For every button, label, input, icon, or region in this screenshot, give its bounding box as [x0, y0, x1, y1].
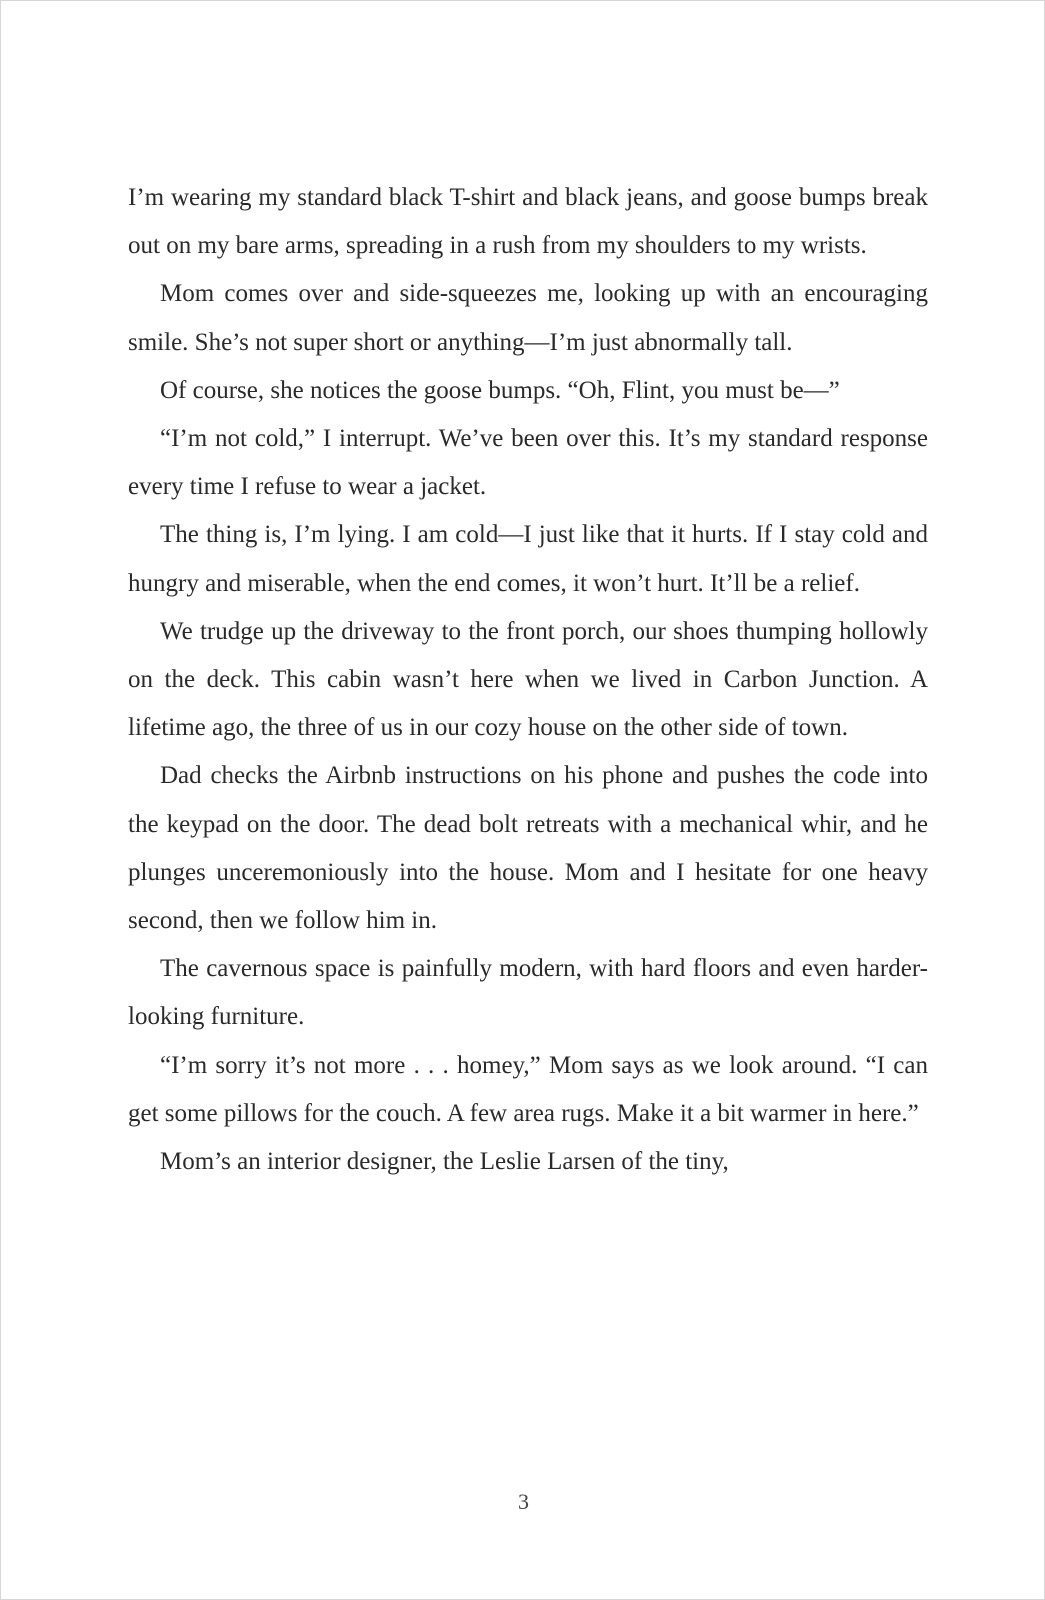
page-number: 3: [518, 1489, 529, 1514]
paragraph: Of course, she notices the goose bumps. “Oh, Flint, you must be—”: [160, 376, 840, 404]
paragraph: Mom comes over and side-squeezes me, looking up with an encouraging smile. She’s not super short or anything—I’m just abnormally tall.: [128, 280, 928, 356]
paragraph: “I’m not cold,” I interrupt. We’ve been over this. It’s my standard response every time I refuse to wear a jacket.: [128, 425, 928, 501]
paragraph: Dad checks the Airbnb instructions on his phone and pushes the code into the keypad on the door. The dead bolt retreats with a mechanical whir, and he plunges unceremoniously into the house. Mom and I hesitate for one heavy second, then we follow him in.: [128, 762, 928, 935]
paragraph: We trudge up the driveway to the front porch, our shoes thumping hollowly on the deck. This cabin wasn’t here when we lived in Carbon Junction. A lifetime ago, the three of us in our cozy house on the other side of town.: [128, 617, 928, 742]
paragraph: The cavernous space is painfully modern, with hard floors and even harder-looking furniture.: [128, 955, 928, 1031]
paragraph: I’m wearing my standard black T-shirt and black jeans, and goose bumps break out on my bare arms, spreading in a rush from my shoulders to my wrists.: [128, 184, 928, 260]
paragraph: The thing is, I’m lying. I am cold—I just like that it hurts. If I stay cold and hungry and miserable, when the end comes, it won’t hurt. It’ll be a relief.: [128, 521, 928, 597]
page-body-text: [128, 174, 928, 1186]
paragraph: “I’m sorry it’s not more . . . homey,” Mom says as we look around. “I can get some pillows for the couch. A few area rugs. Make it a bit warmer in here.”: [128, 1051, 928, 1127]
paragraph: Mom’s an interior designer, the Leslie Larsen of the tiny,: [160, 1148, 729, 1176]
